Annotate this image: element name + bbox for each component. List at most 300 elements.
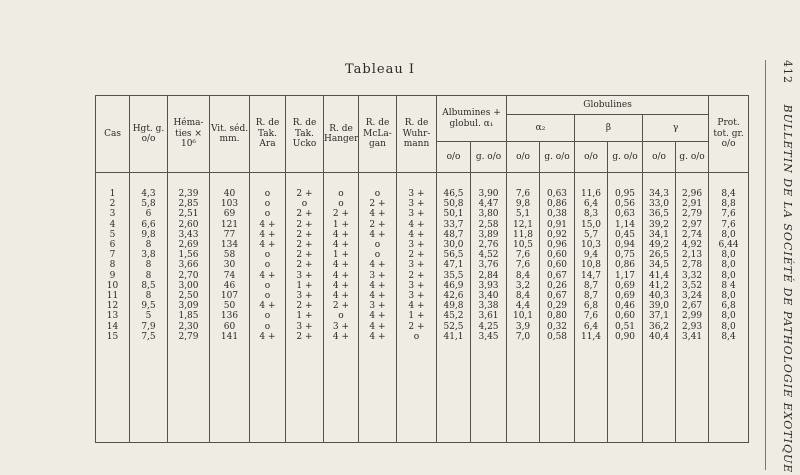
cell-value: 2 (109, 199, 116, 210)
cell-value: 26,5 (648, 250, 670, 261)
cell-value: 134 (220, 240, 239, 251)
cell-value: 2,13 (682, 250, 703, 261)
cell-value: 46,5 (443, 189, 464, 199)
cell-value: 2,60 (178, 219, 199, 230)
cell-value: 3 + (408, 209, 425, 220)
cell-value: 39,0 (648, 301, 670, 312)
cell-value: 4 + (369, 280, 386, 291)
cell-value: o (374, 250, 381, 261)
cell-value: 10,5 (512, 240, 534, 251)
cell-value: 1,56 (178, 250, 199, 261)
cell-value: 2,99 (682, 311, 703, 322)
cell-value: 5,1 (515, 209, 531, 220)
cell-value: 1,85 (178, 311, 199, 322)
subheader-alb-pct: o/o (437, 142, 471, 173)
cell-value: 2 + (369, 219, 386, 230)
cell-value: 35,5 (443, 270, 464, 281)
cell-value: 12,1 (512, 219, 534, 230)
cell-value: 11 (106, 291, 119, 302)
cell-value: 2 + (296, 260, 313, 271)
cell-value: 107 (220, 291, 239, 302)
cell-value: 0,92 (546, 229, 568, 240)
cell-value: o (264, 209, 271, 220)
column-alb-g (471, 173, 507, 443)
cell-value: 3,43 (178, 229, 199, 240)
cell-value: 3 + (296, 270, 313, 281)
cell-value: 3 + (408, 189, 425, 199)
cell-value: 50,1 (443, 209, 464, 220)
cell-value: 6,44 (718, 240, 739, 251)
cell-value: 4 + (259, 240, 276, 251)
cell-value: 9,4 (583, 250, 599, 261)
cell-value: 0,86 (614, 260, 636, 271)
cell-value: 0,45 (614, 229, 636, 240)
cell-value: 2,79 (178, 331, 199, 342)
column-hgt (130, 173, 168, 443)
cell-value: 4 + (332, 240, 350, 251)
cell-value: 39,2 (648, 219, 670, 230)
column-r-tak-ucko (286, 173, 324, 443)
cell-value: 1 + (332, 219, 350, 230)
cell-value: 2,79 (682, 209, 703, 220)
cell-value: 4,4 (515, 301, 531, 312)
cell-value: 2,51 (178, 209, 199, 220)
cell-value: 4 + (259, 219, 276, 230)
cell-value: 9,8 (515, 199, 531, 210)
subheader-gamma-pct: o/o (643, 142, 676, 173)
cell-value: 4 + (332, 270, 350, 281)
cell-value: 3,90 (478, 189, 499, 199)
cell-value: o (264, 199, 271, 210)
cell-value: 0,80 (546, 311, 568, 322)
cell-value: 69 (223, 209, 236, 220)
cell-value: 3,61 (478, 311, 499, 322)
cell-value: 2,70 (178, 270, 199, 281)
journal-title: BULLETIN DE LA SOCIÉTÉ DE PATHOLOGIE EXOTIQUE (781, 104, 794, 474)
subheader-beta-g: g. o/o (608, 142, 643, 173)
cell-value: 9,5 (141, 301, 156, 312)
cell-value: o (264, 189, 271, 199)
cell-value: o (338, 199, 344, 210)
cell-value: 11,6 (580, 189, 602, 199)
cell-value: 8,7 (583, 291, 599, 302)
cell-value: 0,91 (546, 219, 568, 230)
header-vit-sed: Vit. séd. mm. (210, 96, 250, 173)
cell-value: 30 (223, 260, 236, 271)
cell-value: 0,38 (546, 209, 568, 220)
cell-value: 2 + (408, 250, 425, 261)
cell-value: 41,1 (443, 331, 464, 342)
cell-value: 4 + (408, 301, 425, 312)
cell-value: 3 + (332, 321, 350, 332)
cell-value: 8,4 (515, 270, 531, 281)
cell-value: 49,8 (443, 301, 464, 312)
cell-value: 7,6 (583, 311, 599, 322)
cell-value: 5,7 (583, 229, 599, 240)
cell-value: 5 (109, 229, 116, 240)
cell-value: 1 (109, 189, 116, 199)
cell-value: 49,2 (648, 240, 670, 251)
cell-value: 8,3 (583, 209, 599, 220)
cell-value: 15 (106, 331, 119, 342)
cell-value: 52,5 (443, 321, 464, 332)
cell-value: 3,93 (478, 280, 499, 291)
cell-value: 7,0 (515, 331, 531, 342)
cell-value: 4 + (332, 280, 350, 291)
cell-value: 3,32 (682, 270, 703, 281)
cell-value: 2 + (296, 331, 313, 342)
subheader-gamma-g: g. o/o (676, 142, 709, 173)
cell-value: 3,89 (478, 229, 499, 240)
cell-value: 8 (145, 240, 152, 251)
cell-value: 34,1 (648, 229, 670, 240)
cell-value: 8,0 (721, 260, 736, 271)
cell-value: 3 + (296, 321, 313, 332)
cell-value: 8 4 (721, 280, 736, 291)
page-title: Tableau I (345, 62, 415, 77)
cell-value: 8,4 (721, 189, 736, 199)
cell-value: 4 + (369, 311, 386, 322)
column-cas (96, 173, 130, 443)
cell-value: 8,0 (721, 321, 736, 332)
cell-value: 0,56 (614, 199, 636, 210)
cell-value: 4 (109, 219, 116, 230)
cell-value: 121 (220, 219, 239, 230)
cell-value: 12 (106, 301, 119, 312)
cell-value: 3,76 (478, 260, 499, 271)
cell-value: 10 (106, 280, 119, 291)
cell-value: 2,39 (178, 189, 199, 199)
cell-value: 2,58 (478, 219, 499, 230)
cell-value: 3,2 (515, 280, 531, 291)
cell-value: 2 + (408, 321, 425, 332)
cell-value: 2 + (296, 209, 313, 220)
cell-value: 2 + (332, 301, 350, 312)
header-r-takata-ara: R. de Tak. Ara (250, 96, 286, 173)
cell-value: 2 + (296, 240, 313, 251)
header-r-tak-ucko: R. de Tak. Ucko (286, 96, 324, 173)
column-alpha2-g (540, 173, 575, 443)
cell-value: 50,8 (443, 199, 464, 210)
cell-value: 3,66 (178, 260, 199, 271)
cell-value: 3 + (408, 260, 425, 271)
cell-value: 6,6 (141, 219, 156, 230)
cell-value: 3,00 (178, 280, 199, 291)
cell-value: 3,80 (478, 209, 499, 220)
header-beta: β (575, 115, 643, 142)
cell-value: 4 + (408, 219, 425, 230)
cell-value: 40,4 (648, 331, 670, 342)
cell-value: 1 + (296, 311, 313, 322)
cell-value: 41,4 (648, 270, 670, 281)
cell-value: 0,32 (546, 321, 568, 332)
cell-value: 40,3 (648, 291, 670, 302)
subheader-beta-pct: o/o (575, 142, 608, 173)
header-r-mclagan: R. de McLa- gan (359, 96, 397, 173)
cell-value: o (374, 189, 381, 199)
cell-value: 2,97 (682, 219, 703, 230)
cell-value: 2,76 (478, 240, 499, 251)
cell-value: 2 + (296, 301, 313, 312)
cell-value: 4 + (332, 229, 350, 240)
cell-value: 2,67 (682, 301, 703, 312)
column-beta-g (608, 173, 643, 443)
cell-value: o (338, 311, 344, 322)
cell-value: 11,8 (512, 229, 534, 240)
cell-value: 8,4 (721, 331, 736, 342)
column-vit-sed (210, 173, 250, 443)
cell-value: 8 (145, 270, 152, 281)
cell-value: 37,1 (648, 311, 670, 322)
cell-value: 4,3 (141, 189, 156, 199)
cell-value: o (301, 199, 308, 210)
cell-value: 9 (109, 270, 116, 281)
cell-value: 5 (145, 311, 152, 322)
cell-value: 8,0 (721, 270, 736, 281)
cell-value: 3,40 (478, 291, 499, 302)
column-beta-pct (575, 173, 608, 443)
cell-value: 58 (223, 250, 236, 261)
cell-value: 3,09 (178, 301, 199, 312)
cell-value: 4 + (369, 260, 386, 271)
cell-value: 11,4 (580, 331, 602, 342)
cell-value: 6,8 (721, 301, 736, 312)
cell-value: 45,2 (443, 311, 464, 322)
cell-value: 4,92 (682, 240, 703, 251)
cell-value: 8,8 (721, 199, 736, 210)
cell-value: 77 (223, 229, 236, 240)
cell-value: 2,91 (682, 199, 703, 210)
cell-value: 4 + (332, 291, 350, 302)
cell-value: 0,46 (614, 301, 636, 312)
cell-value: 2,84 (478, 270, 499, 281)
header-gamma: γ (643, 115, 709, 142)
cell-value: 60 (223, 321, 236, 332)
cell-value: 13 (106, 311, 119, 322)
column-r-tak-ara (250, 173, 286, 443)
cell-value: 2,50 (178, 291, 199, 302)
cell-value: 8 (145, 260, 152, 271)
cell-value: 2 + (408, 270, 425, 281)
cell-value: o (413, 331, 420, 342)
cell-value: 1,14 (614, 219, 636, 230)
cell-value: o (338, 189, 344, 199)
cell-value: 7,9 (141, 321, 156, 332)
cell-value: 3 + (369, 301, 386, 312)
cell-value: o (264, 280, 271, 291)
cell-value: o (264, 311, 271, 322)
cell-value: 7,6 (515, 189, 531, 199)
cell-value: 4 + (369, 331, 386, 342)
cell-value: 50 (223, 301, 236, 312)
cell-value: 4,52 (478, 250, 499, 261)
cell-value: 0,86 (546, 199, 568, 210)
cell-value: 2,85 (178, 199, 199, 210)
cell-value: 46 (223, 280, 236, 291)
cell-value: 8,0 (721, 229, 736, 240)
cell-value: 0,69 (614, 280, 636, 291)
cell-value: 6 (109, 240, 116, 251)
cell-value: 7,6 (721, 219, 736, 230)
cell-value: 2,30 (178, 321, 199, 332)
cell-value: 10,3 (580, 240, 602, 251)
cell-value: 0,75 (614, 250, 636, 261)
cell-value: 4 + (369, 321, 386, 332)
cell-value: 4 + (259, 301, 276, 312)
cell-value: 3,9 (515, 321, 531, 332)
cell-value: 0,63 (546, 189, 568, 199)
cell-value: 0,60 (546, 260, 568, 271)
header-albumines: Albumines + globul. α₁ (437, 96, 507, 142)
column-r-wuhrmann (397, 173, 437, 443)
cell-value: 7,6 (515, 260, 531, 271)
cell-value: 36,5 (648, 209, 670, 220)
cell-value: 0,60 (546, 250, 568, 261)
cell-value: 8 (145, 291, 152, 302)
column-hematies (168, 173, 210, 443)
cell-value: 0,69 (614, 291, 636, 302)
cell-value: 4 + (259, 229, 276, 240)
cell-value: 2 + (332, 209, 350, 220)
column-alb-pct (437, 173, 471, 443)
cell-value: 8,0 (721, 291, 736, 302)
column-prot-tot (709, 173, 749, 443)
cell-value: 30,0 (443, 240, 464, 251)
cell-value: 2,96 (682, 189, 703, 199)
cell-value: o (264, 291, 271, 302)
cell-value: 2,69 (178, 240, 199, 251)
cell-value: 34,5 (648, 260, 670, 271)
cell-value: 6,4 (583, 199, 599, 210)
subheader-alb-g: g. o/o (471, 142, 507, 173)
cell-value: 2,78 (682, 260, 703, 271)
cell-value: 4,25 (478, 321, 499, 332)
margin-rule (765, 60, 766, 470)
cell-value: 8,0 (721, 250, 736, 261)
cell-value: 4 + (369, 229, 386, 240)
cell-value: 6,8 (583, 301, 599, 312)
cell-value: 3 (109, 209, 116, 220)
cell-value: 4 + (332, 331, 350, 342)
column-r-mclagan (359, 173, 397, 443)
cell-value: 1 + (332, 250, 350, 261)
cell-value: 0,96 (546, 240, 568, 251)
cell-value: 15,0 (580, 219, 602, 230)
cell-value: 2 + (296, 219, 313, 230)
cell-value: 33,0 (648, 199, 670, 210)
cell-value: 56,5 (443, 250, 464, 261)
header-hgt: Hgt. g. o/o (130, 96, 168, 173)
cell-value: 74 (223, 270, 236, 281)
header-alpha2: α₂ (507, 115, 575, 142)
cell-value: 8 (109, 260, 116, 271)
cell-value: 47,1 (443, 260, 464, 271)
column-gamma-g (676, 173, 709, 443)
cell-value: 3,38 (478, 301, 499, 312)
running-header (781, 60, 794, 473)
cell-value: 4 + (259, 331, 276, 342)
cell-value: 7,5 (141, 331, 156, 342)
column-gamma-pct (643, 173, 676, 443)
cell-value: 3 + (408, 199, 425, 210)
cell-value: 40 (223, 189, 236, 199)
cell-value: 0,63 (614, 209, 636, 220)
cell-value: 1,17 (614, 270, 636, 281)
cell-value: 2 + (296, 189, 313, 199)
cell-value: 8,7 (583, 280, 599, 291)
header-cas: Cas (96, 96, 130, 173)
cell-value: 48,7 (443, 229, 464, 240)
cell-value: 7 (109, 250, 116, 261)
cell-value: 4 + (408, 229, 425, 240)
header-globulines: Globulines (507, 96, 709, 115)
cell-value: 4,47 (478, 199, 499, 210)
cell-value: 0,94 (614, 240, 636, 251)
cell-value: 2 + (369, 199, 386, 210)
cell-value: 8,0 (721, 311, 736, 322)
header-hematies: Héma- ties × 10⁶ (168, 96, 210, 173)
cell-value: o (264, 260, 271, 271)
cell-value: 4 + (369, 209, 386, 220)
cell-value: 3,52 (682, 280, 703, 291)
cell-value: 34,3 (648, 189, 670, 199)
cell-value: 6,4 (583, 321, 599, 332)
cell-value: 2 + (296, 250, 313, 261)
cell-value: 0,67 (546, 291, 568, 302)
subheader-alpha2-pct: o/o (507, 142, 540, 173)
cell-value: 14 (106, 321, 119, 332)
cell-value: 6 (145, 209, 152, 220)
cell-value: 3,8 (141, 250, 156, 261)
cell-value: 2,74 (682, 229, 703, 240)
cell-value: 3,45 (478, 331, 499, 342)
cell-value: 3 + (296, 291, 313, 302)
cell-value: 4 + (369, 291, 386, 302)
cell-value: 10,8 (580, 260, 602, 271)
cell-value: 141 (220, 331, 239, 342)
cell-value: 8,4 (515, 291, 531, 302)
cell-value: 0,51 (614, 321, 636, 332)
header-prot-tot: Prot. tot. gr. o/o (709, 96, 749, 173)
cell-value: 1 + (296, 280, 313, 291)
cell-value: 0,29 (546, 301, 568, 312)
cell-value: 0,67 (546, 270, 568, 281)
cell-value: 0,95 (614, 189, 636, 199)
cell-value: 3 + (369, 270, 386, 281)
subheader-alpha2-g: g. o/o (540, 142, 575, 173)
cell-value: 9,8 (141, 229, 156, 240)
cell-value: 2,93 (682, 321, 703, 332)
cell-value: 0,90 (614, 331, 636, 342)
header-r-hanger: R. de Hanger (324, 96, 359, 173)
cell-value: 3 + (408, 280, 425, 291)
cell-value: o (264, 250, 271, 261)
cell-value: 8,5 (141, 280, 156, 291)
cell-value: 42,6 (443, 291, 464, 302)
cell-value: 103 (220, 199, 239, 210)
cell-value: 2 + (296, 229, 313, 240)
cell-value: 3 + (408, 291, 425, 302)
data-table (95, 95, 749, 443)
cell-value: 3,41 (682, 331, 703, 342)
cell-value: 1 + (408, 311, 425, 322)
cell-value: 0,26 (546, 280, 568, 291)
cell-value: o (264, 321, 271, 332)
cell-value: 33,7 (443, 219, 464, 230)
header-r-wuhrmann: R. de Wuhr- mann (397, 96, 437, 173)
cell-value: 0,60 (614, 311, 636, 322)
cell-value: 7,6 (515, 250, 531, 261)
